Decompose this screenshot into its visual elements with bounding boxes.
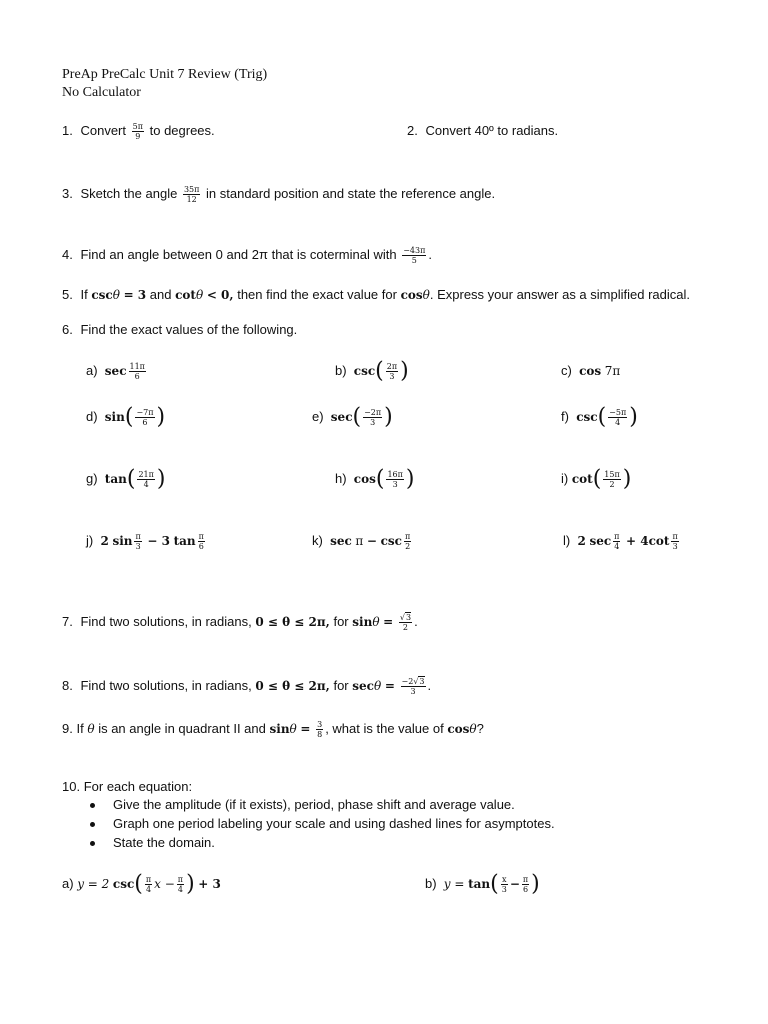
- q10a-fn: csc: [112, 877, 135, 891]
- q9-number: 9.: [62, 721, 73, 736]
- q6d-fn: sin: [104, 410, 125, 424]
- q7-fraction: $\frac{√3}{2}$: [399, 613, 412, 633]
- q10b-fraction-2: $\frac{\pi}{6}$: [522, 875, 529, 895]
- q3-number: 3.: [62, 186, 73, 201]
- q6-item-j: [86, 532, 207, 551]
- bullet-icon: [90, 841, 95, 846]
- question-3: [62, 185, 495, 204]
- q10a-lhs: y = 2: [77, 877, 110, 891]
- q2-text: Convert 40º to radians.: [425, 123, 559, 138]
- q10b-fn: tan: [468, 877, 491, 891]
- q7-number: 7.: [62, 614, 73, 629]
- question-7: [62, 613, 418, 632]
- q6l-fn2: cot: [648, 534, 670, 548]
- q6d-label: d): [86, 409, 98, 424]
- q10a-fraction-1: $\frac{\pi}{4}$: [145, 875, 152, 895]
- bullet-icon: [90, 803, 95, 808]
- q10a-fraction-2: $\frac{\pi}{4}$: [177, 875, 184, 895]
- question-5: [62, 286, 690, 304]
- q6l-coef: 2: [577, 534, 586, 548]
- question-1: [62, 122, 215, 141]
- q6b-fraction: $\frac{2\pi}{3}$: [386, 362, 398, 382]
- q4-fraction: $\frac{-43\pi}{5}$: [403, 246, 426, 266]
- q9-eq: =: [300, 722, 311, 736]
- q8-text: Find two solutions, in radians,: [80, 678, 252, 693]
- q6c-arg: 7π: [604, 364, 621, 378]
- q10-bullet-3: [90, 834, 215, 852]
- q6j-label: j): [86, 533, 94, 548]
- q5-theta: θ: [112, 288, 120, 302]
- q6j-fn2: tan: [173, 534, 196, 548]
- q10-bullet-2: [90, 815, 555, 833]
- q6j-fraction-1: $\frac{\pi}{3}$: [135, 532, 141, 552]
- question-4: [62, 246, 432, 265]
- q6l-op: + 4: [626, 534, 649, 548]
- q5-csc: csc: [91, 288, 113, 302]
- q10-number: 10.: [62, 779, 81, 794]
- q6k-arg1: π: [355, 534, 364, 548]
- q6f-label: f): [561, 409, 569, 424]
- q6-number: 6.: [62, 322, 73, 337]
- q10a-tail: + 3: [198, 877, 221, 891]
- q6j-fn1: sin: [112, 534, 133, 548]
- q6k-fn2: csc: [380, 534, 402, 548]
- q5-lt0: < 0,: [206, 288, 234, 302]
- q6g-fn: tan: [104, 472, 127, 486]
- q6a-label: a): [86, 363, 98, 378]
- q6e-fraction: $\frac{-2\pi}{3}$: [364, 408, 382, 428]
- page-subtitle: No Calculator: [62, 85, 141, 100]
- q6a-fraction: $\frac{11\pi}{6}$: [129, 362, 145, 382]
- q10b-label: b): [425, 876, 437, 891]
- q9-theta: θ: [87, 722, 95, 736]
- q6l-fn1: sec: [589, 534, 612, 548]
- q9-fn2: cos: [447, 722, 470, 736]
- q6l-fraction-2: $\frac{\pi}{3}$: [672, 532, 678, 552]
- q9-text-c: , what is the value of: [325, 721, 444, 736]
- q8-number: 8.: [62, 678, 73, 693]
- q6h-label: h): [335, 471, 347, 486]
- q8-range: 0 ≤ θ ≤ 2π,: [255, 679, 330, 693]
- q10a-x: x −: [154, 877, 175, 891]
- question-10: [62, 778, 192, 796]
- question-2: [407, 122, 558, 140]
- q3-fraction: $\frac{35\pi}{12}$: [183, 185, 200, 205]
- q8-for: for: [333, 678, 349, 693]
- q6e-label: e): [312, 409, 324, 424]
- q5-cos: cos: [400, 288, 423, 302]
- q1-after: to degrees.: [149, 123, 215, 138]
- q5-theta-3: θ: [422, 288, 430, 302]
- q8-theta: θ: [373, 679, 382, 693]
- q6k-fn1: sec: [330, 534, 352, 548]
- q6j-coef: 2: [100, 534, 109, 548]
- q6g-label: g): [86, 471, 98, 486]
- q4-text: Find an angle between 0 and 2π that is coterminal with: [80, 247, 397, 262]
- q8-after: .: [427, 678, 432, 693]
- q7-for: for: [333, 614, 349, 629]
- q9-text-d: ?: [476, 721, 484, 736]
- q6j-op: − 3: [147, 534, 170, 548]
- q5-theta-2: θ: [195, 288, 204, 302]
- q6i-fn: cot: [571, 472, 593, 486]
- q5-text-c: . Express your answer as a simplified radical.: [429, 287, 690, 302]
- q7-text: Find two solutions, in radians,: [80, 614, 252, 629]
- q6l-label: l): [563, 533, 571, 548]
- q1-fraction: $\frac{5\pi}{9}$: [132, 122, 143, 142]
- q6-item-f: f) csc( $\frac{-5\pi}{4}$ ): [561, 404, 638, 430]
- q6k-label: k): [312, 533, 323, 548]
- q6b-fn: csc: [353, 364, 376, 378]
- q6i-fraction: $\frac{15\pi}{2}$: [604, 470, 620, 490]
- q10-item-b: b) y = tan( $\frac{x}{3}$ − $\frac{\pi}{6}$ ): [425, 871, 540, 897]
- q6-item-l: [563, 532, 681, 551]
- q5-cot: cot: [175, 288, 196, 302]
- question-9: [62, 720, 484, 739]
- q7-after: .: [414, 614, 418, 629]
- q6-item-k: [312, 532, 413, 551]
- q7-fn: sin: [352, 615, 373, 629]
- q9-text-a: If: [76, 721, 84, 736]
- q9-theta-2: θ: [289, 722, 297, 736]
- q3-text: Sketch the angle: [80, 186, 178, 201]
- q6f-fn: csc: [576, 410, 598, 424]
- q6c-fn: cos: [579, 364, 602, 378]
- q6a-fn: sec: [104, 364, 127, 378]
- q6h-fn: cos: [353, 472, 376, 486]
- q6k-op: −: [366, 534, 377, 548]
- q6h-fraction: $\frac{16\pi}{3}$: [387, 470, 403, 490]
- q10a-label: a): [62, 876, 74, 891]
- q6-item-d: d) sin( $\frac{-7\pi}{6}$ ): [86, 404, 166, 430]
- q6i-label: i): [561, 471, 569, 486]
- q5-and: and: [149, 287, 172, 302]
- q6-item-g: g) tan( $\frac{21\pi}{4}$ ): [86, 466, 166, 492]
- q6-item-a: [86, 362, 148, 381]
- q4-after: .: [428, 247, 432, 262]
- q4-number: 4.: [62, 247, 73, 262]
- q9-fraction: $\frac{3}{8}$: [317, 720, 323, 740]
- q6-item-e: e) sec( $\frac{-2\pi}{3}$ ): [312, 404, 393, 430]
- q10b-op: −: [509, 877, 520, 891]
- q6-text: Find the exact values of the following.: [80, 322, 298, 337]
- question-8: [62, 677, 431, 696]
- q10b-fraction-1: $\frac{x}{3}$: [501, 875, 507, 895]
- q10-item-a: a) y = 2 csc( $\frac{\pi}{4}$ x − $\frac{\pi}{4}$ ) + 3: [62, 871, 221, 897]
- q9-fn: sin: [269, 722, 290, 736]
- q8-fraction: $\frac{-2√3}{3}$: [401, 677, 425, 697]
- q10b-lhs: y =: [443, 877, 465, 891]
- q6-item-c: [561, 362, 620, 380]
- page-title: PreAp PreCalc Unit 7 Review (Trig): [62, 67, 268, 82]
- q6l-fraction-1: $\frac{\pi}{4}$: [614, 532, 620, 552]
- q6c-label: c): [561, 363, 572, 378]
- q1-text: Convert: [80, 123, 126, 138]
- q10-text: For each equation:: [83, 779, 193, 794]
- q6f-fraction: $\frac{-5\pi}{4}$: [609, 408, 627, 428]
- q5-text-b: then find the exact value for: [237, 287, 397, 302]
- q6e-fn: sec: [330, 410, 353, 424]
- q8-eq: =: [384, 679, 395, 693]
- q6j-fraction-2: $\frac{\pi}{6}$: [198, 532, 204, 552]
- q3-after: in standard position and state the reference angle.: [206, 186, 496, 201]
- q6k-fraction: $\frac{\pi}{2}$: [404, 532, 411, 552]
- question-6: [62, 321, 297, 339]
- q5-eq3: = 3: [123, 288, 147, 302]
- q9-text-b: is an angle in quadrant II and: [98, 721, 266, 736]
- q6g-fraction: $\frac{21\pi}{4}$: [138, 470, 154, 490]
- q6-item-h: h) cos( $\frac{16\pi}{3}$ ): [335, 466, 415, 492]
- bullet-icon: [90, 822, 95, 827]
- q6d-fraction: $\frac{-7\pi}{6}$: [136, 408, 154, 428]
- q8-fn: sec: [352, 679, 374, 693]
- q7-eq: =: [383, 615, 394, 629]
- q2-number: 2.: [407, 123, 418, 138]
- q10-bullet-1: [90, 796, 515, 814]
- q9-theta-3: θ: [469, 722, 477, 736]
- q5-number: 5.: [62, 287, 73, 302]
- q6-item-b: b) csc( $\frac{2\pi}{3}$ ): [335, 358, 409, 384]
- q7-range: 0 ≤ θ ≤ 2π,: [255, 615, 330, 629]
- q1-number: 1.: [62, 123, 73, 138]
- q10-bullet-text-1: Give the amplitude (if it exists), period, phase shift and average value.: [113, 797, 515, 812]
- q10-bullet-text-3: State the domain.: [113, 835, 215, 850]
- q5-text-a: If: [80, 287, 88, 302]
- q7-theta: θ: [372, 615, 380, 629]
- q6b-label: b): [335, 363, 347, 378]
- q10-bullet-text-2: Graph one period labeling your scale and using dashed lines for asymptotes.: [113, 816, 555, 831]
- q6-item-i: i) cot( $\frac{15\pi}{2}$ ): [561, 466, 632, 492]
